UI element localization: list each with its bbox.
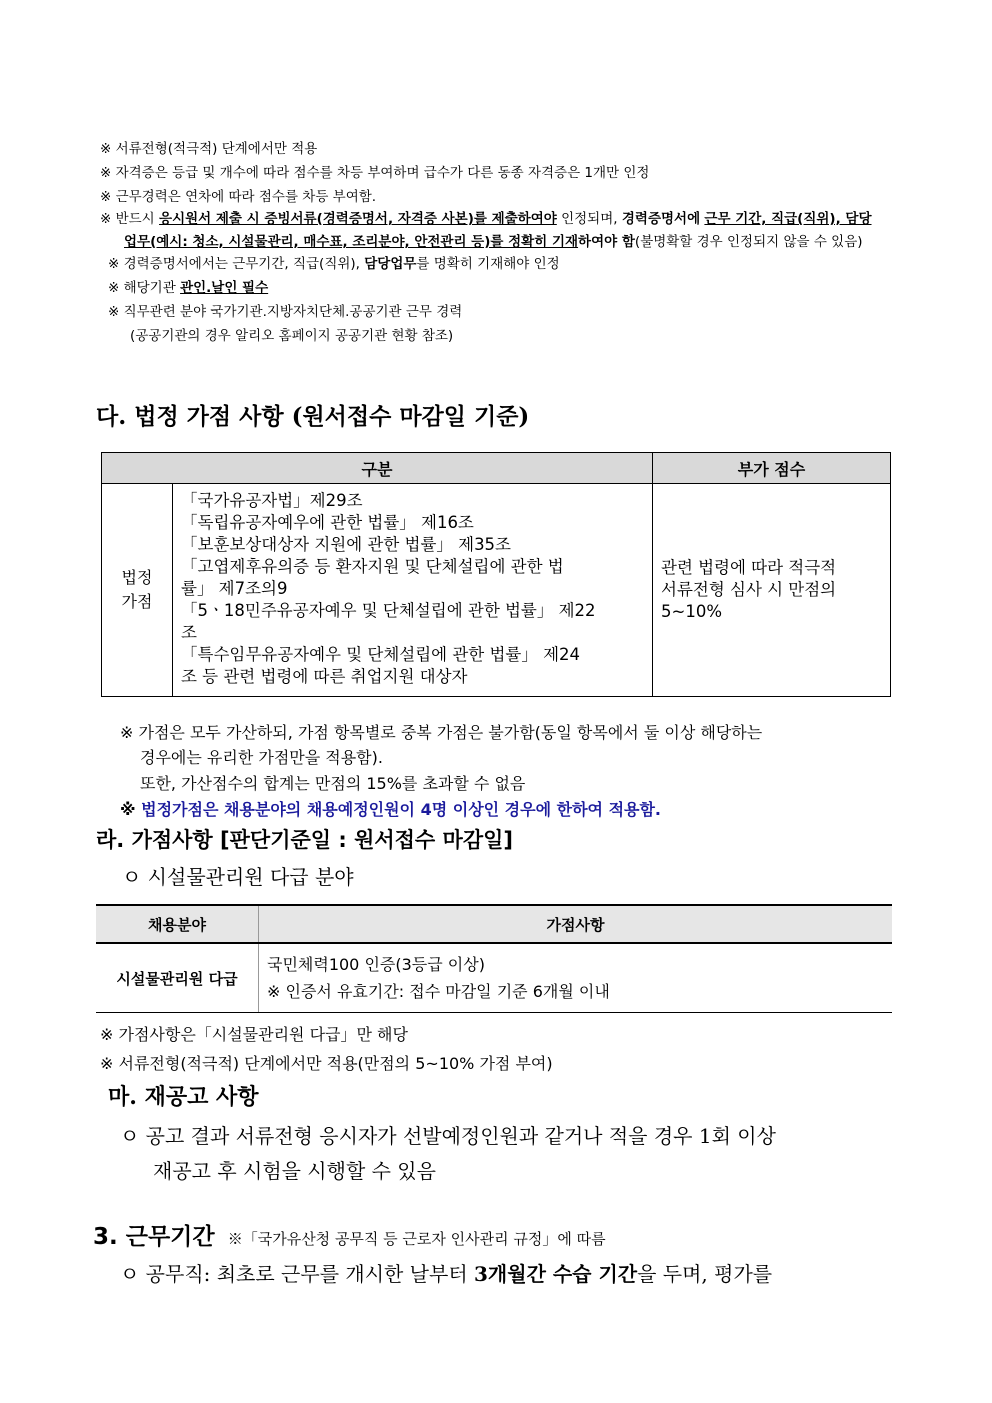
law-item: 「보훈보상대상자 지원에 관한 법률」 제35조: [181, 535, 511, 554]
note-document-screening: ※ 서류전형(적극적) 단계에서만 적용: [100, 141, 318, 157]
points-cell: 국민체력100 인증(3등급 이상) ※ 인증서 유효기간: 접수 마감일 기준 6개월 이내: [259, 943, 893, 1013]
note-career-scoring: ※ 근무경력은 연차에 따라 점수를 차등 부여함.: [100, 189, 377, 205]
law-item: 조: [181, 623, 197, 642]
score-cell: 관련 법령에 따라 적극적 서류전형 심사 시 만점의 5~10%: [653, 484, 891, 697]
note-career-certificate: ※ 경력증명서에서는 근무기간, 직급(직위), 담당업무를 명확히 기재해야 인정: [108, 256, 560, 272]
note-alio-reference: (공공기관의 경우 알리오 홈페이지 공공기관 현황 참조): [130, 328, 454, 344]
table-header-row: [102, 453, 891, 484]
note-applies-to: ※ 가점사항은「시설물관리원 다급」만 해당: [100, 1025, 408, 1044]
note-public-institution-career: ※ 직무관련 분야 국가기관.지방자치단체.공공기관 근무 경력: [108, 304, 463, 320]
column-header-score: 부가 점수: [653, 453, 891, 484]
law-item: 「국가유공자법」제29조: [181, 491, 363, 510]
note-duplicate-points-cont: 경우에는 유리한 가점만을 적용함).: [140, 748, 383, 767]
law-item: 조 등 관련 법령에 따른 취업지원 대상자: [181, 667, 468, 686]
note-points-limit: 또한, 가산점수의 합계는 만점의 15%를 초과할 수 없음: [140, 774, 526, 793]
law-item: 「5ㆍ18민주유공자예우 및 단체설립에 관한 법률」 제22: [181, 601, 596, 620]
note-certificate-scoring: ※ 자격증은 등급 및 개수에 따라 점수를 차등 부여하며 급수가 다른 동종 자격증은 1개만 인정: [100, 165, 650, 181]
reannouncement-text-cont: 재공고 후 시험을 시행할 수 있음: [153, 1159, 436, 1183]
applicable-laws-cell: [173, 484, 653, 697]
law-item: 률」 제7조의9: [181, 579, 288, 598]
table-row: [96, 943, 892, 1013]
note-duplicate-points: ※ 가점은 모두 가산하되, 가점 항목별로 중복 가점은 불가함(동일 항목에서 둘 이상 해당하는: [120, 723, 763, 742]
note-required-documents: ※ 반드시 응시원서 제출 시 증빙서류(경력증명서, 자격증 사본)를 제출하여야 인정되며, 경력증명서에 근무 기간, 직급(직위), 담당: [100, 211, 872, 227]
column-header-points: 가점사항: [259, 905, 893, 943]
work-period-text: ㅇ 공무직: 최초로 근무를 개시한 날부터 3개월간 수습 기간을 두며, 평가를: [120, 1262, 773, 1286]
field-cell: 시설물관리원 다급: [96, 943, 259, 1013]
law-item: 「고엽제후유의증 등 환자지원 및 단체설립에 관한 법: [181, 557, 564, 576]
column-header-field: 채용분야: [96, 905, 259, 943]
note-official-seal: ※ 해당기관 관인.날인 필수: [108, 280, 269, 296]
section-heading-reannouncement: 마. 재공고 사항: [108, 1084, 259, 1110]
additional-points-table: [96, 904, 892, 1013]
note-required-documents-cont: 업무(예시: 청소, 시설물관리, 매수표, 조리분야, 안전관리 등)를 정확히 기재하여야 함(불명확할 경우 인정되지 않을 수 있음): [124, 234, 863, 250]
section-heading-additional-points: 라. 가점사항 [판단기준일 : 원서접수 마감일]: [96, 828, 513, 852]
table-row: [102, 484, 891, 697]
table-header-row: [96, 905, 892, 943]
row-label-legal-points: 법정 가점: [102, 484, 173, 697]
note-screening-stage: ※ 서류전형(적극적) 단계에서만 적용(만점의 5~10% 가점 부여): [100, 1054, 553, 1073]
law-item: 「독립유공자예우에 관한 법률」 제16조: [181, 513, 474, 532]
column-header-category: 구분: [102, 453, 653, 484]
law-item: 「특수임무유공자예우 및 단체설립에 관한 법률」 제24: [181, 645, 580, 664]
work-period-regulation-note: ※「국가유산청 공무직 등 근로자 인사관리 규정」에 따름: [227, 1230, 606, 1248]
reannouncement-text: ㅇ 공고 결과 서류전형 응시자가 선발예정인원과 같거나 적을 경우 1회 이상: [120, 1124, 776, 1148]
subsection-facility-manager: ㅇ 시설물관리원 다급 분야: [122, 865, 354, 889]
note-legal-points-condition: ※ 법정가점은 채용분야의 채용예정인원이 4명 이상인 경우에 한하여 적용함.: [120, 800, 662, 819]
legal-points-table: [101, 452, 891, 697]
section-heading-work-period: 3. 근무기간 ※「국가유산청 공무직 등 근로자 인사관리 규정」에 따름: [93, 1224, 606, 1250]
section-heading-legal-points: 다. 법정 가점 사항 (원서접수 마감일 기준): [96, 403, 530, 430]
